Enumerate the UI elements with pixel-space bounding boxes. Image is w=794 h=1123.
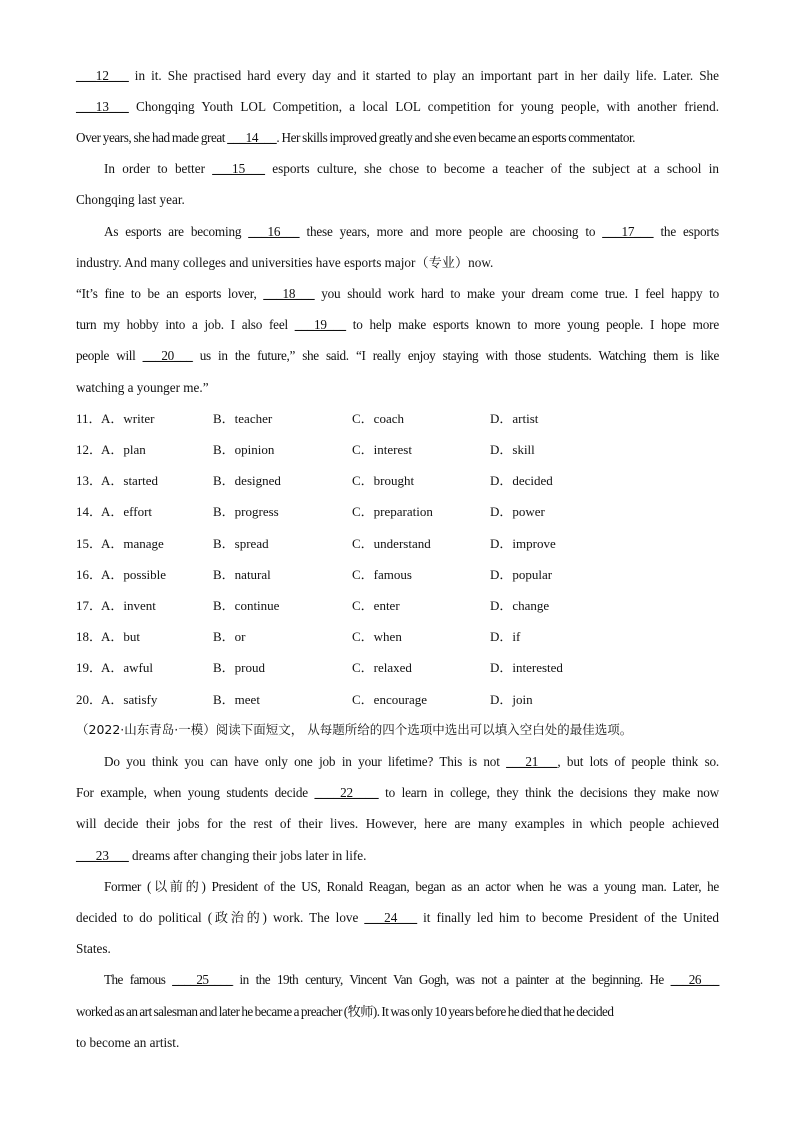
option-b: B．opinion [213, 442, 275, 457]
question-options: 11． A．writer B．teacher C．coach D．artist [76, 409, 719, 429]
option-c: C．famous [352, 567, 412, 582]
blank-15: ___15___ [212, 161, 266, 176]
option-b: B．meet [213, 692, 260, 707]
question-options: 14． A．effort B．progress C．preparation D．power [76, 502, 719, 522]
option-c: C．enter [352, 598, 400, 613]
option-b: B．continue [213, 598, 280, 613]
question-options: 18． A．but B．or C．when D．if [76, 627, 719, 647]
option-a: A．plan [101, 442, 146, 457]
passage-line: Chongqing last year. [76, 192, 185, 207]
passage-line: For example, when young students decide ____22____ to learn in college, they think the decisions they make now [76, 785, 719, 800]
question-options: 13． A．started B．designed C．brought D．decided [76, 471, 719, 491]
blank-24: ___24___ [364, 910, 418, 925]
blank-16: ___16___ [248, 224, 300, 239]
option-a: A．effort [101, 504, 153, 519]
option-c: C．interest [352, 442, 412, 457]
option-c: C．when [352, 629, 402, 644]
passage-line: will decide their jobs for the rest of their lives. However, here are many examples in which people achieved [76, 816, 719, 831]
option-a: A．invent [101, 598, 156, 613]
blank-18: ___18___ [263, 286, 315, 301]
option-a: A．manage [101, 536, 164, 551]
option-a: A．but [101, 629, 141, 644]
option-d: D．change [490, 598, 550, 613]
passage-line: States. [76, 941, 111, 956]
blank-19: ___19___ [294, 317, 346, 332]
blank-20: ___20___ [142, 348, 193, 363]
option-b: B．natural [213, 567, 271, 582]
passage-line: ___13___ Chongqing Youth LOL Competition, a local LOL competition for young people, with another friend. [76, 99, 719, 114]
passage-line: industry. And many colleges and universities have esports major（专业）now. [76, 255, 494, 270]
blank-12: ___12___ [76, 68, 129, 83]
option-d: D．if [490, 629, 521, 644]
option-c: C．brought [352, 473, 415, 488]
blank-22: ____22____ [314, 785, 379, 800]
question-options: 17． A．invent B．continue C．enter D．change [76, 596, 719, 616]
option-a: A．writer [101, 411, 155, 426]
passage-line: The famous ____25____ in the 19th century, Vincent Van Gogh, was not a painter at the beginning. He ___26___ [104, 972, 719, 987]
passage-line: Do you think you can have only one job in your lifetime? This is not ___21___, but lots of people think so. [104, 754, 719, 769]
option-b: B．or [213, 629, 246, 644]
option-a: A．satisfy [101, 692, 158, 707]
passage-line: “It’s fine to be an esports lover, ___18___ you should work hard to make your dream come true. I feel happy to [76, 286, 719, 301]
passage-line: In order to better ___15___ esports culture, she chose to become a teacher of the subject at a school in [104, 161, 719, 176]
option-b: B．spread [213, 536, 269, 551]
passage-line: ___12___ in it. She practised hard every day and it started to play an important part in her daily life. Later. She [76, 68, 719, 83]
section-header: （2022·山东青岛·一模）阅读下面短文， 从每题所给的四个选项中选出可以填入空白处的最佳选项。 [76, 722, 633, 737]
blank-26: ___26___ [670, 972, 719, 987]
option-b: B．designed [213, 473, 281, 488]
passage-line: people will ___20___ us in the future,” she said. “I really enjoy staying with those students. Watching them is like [76, 348, 719, 363]
blank-23: ___23___ [76, 848, 129, 863]
blank-21: ___21___ [506, 754, 558, 769]
passage-line: As esports are becoming ___16___ these years, more and more people are choosing to ___17___ the esports [104, 224, 719, 239]
option-d: D．interested [490, 660, 563, 675]
option-c: C．encourage [352, 692, 428, 707]
passage-line: to become an artist. [76, 1035, 180, 1050]
passage-line: watching a younger me.” [76, 380, 209, 395]
passage-line: decided to do political (政治的) work. The love ___24___ it finally led him to become President of the United [76, 910, 719, 925]
passage-line: worked as an art salesman and later he became a preacher (牧师). It was only 10 years before he died that he decided [76, 1004, 614, 1019]
option-d: D．join [490, 692, 533, 707]
question-options: 16． A．possible B．natural C．famous D．popular [76, 565, 719, 585]
option-d: D．popular [490, 567, 553, 582]
passage-line: Over years, she had made great ___14___. Her skills improved greatly and she even became an esports commentator. [76, 130, 636, 145]
blank-25: ____25____ [172, 972, 233, 987]
question-options: 15． A．manage B．spread C．understand D．improve [76, 534, 719, 554]
blank-17: ___17___ [602, 224, 654, 239]
passage-line: Former (以前的) President of the US, Ronald Reagan, began as an actor when he was a young man. Later, he [104, 879, 719, 894]
option-c: C．preparation [352, 504, 433, 519]
option-c: C．understand [352, 536, 431, 551]
option-b: B．teacher [213, 411, 273, 426]
question-options: 19． A．awful B．proud C．relaxed D．interested [76, 658, 719, 678]
option-d: D．artist [490, 411, 539, 426]
option-d: D．skill [490, 442, 535, 457]
passage-line: turn my hobby into a job. I also feel ___19___ to help make esports known to more young people. I hope more [76, 317, 719, 332]
option-c: C．coach [352, 411, 404, 426]
option-a: A．started [101, 473, 159, 488]
passage-line: ___23___ dreams after changing their jobs later in life. [76, 848, 367, 863]
option-c: C．relaxed [352, 660, 412, 675]
option-b: B．proud [213, 660, 266, 675]
option-a: A．possible [101, 567, 167, 582]
option-b: B．progress [213, 504, 279, 519]
question-options: 20． A．satisfy B．meet C．encourage D．join [76, 690, 719, 710]
option-d: D．decided [490, 473, 553, 488]
blank-13: ___13___ [76, 99, 129, 114]
option-d: D．improve [490, 536, 556, 551]
option-a: A．awful [101, 660, 153, 675]
blank-14: ___14___ [227, 130, 277, 145]
question-options: 12． A．plan B．opinion C．interest D．skill [76, 440, 719, 460]
option-d: D．power [490, 504, 545, 519]
